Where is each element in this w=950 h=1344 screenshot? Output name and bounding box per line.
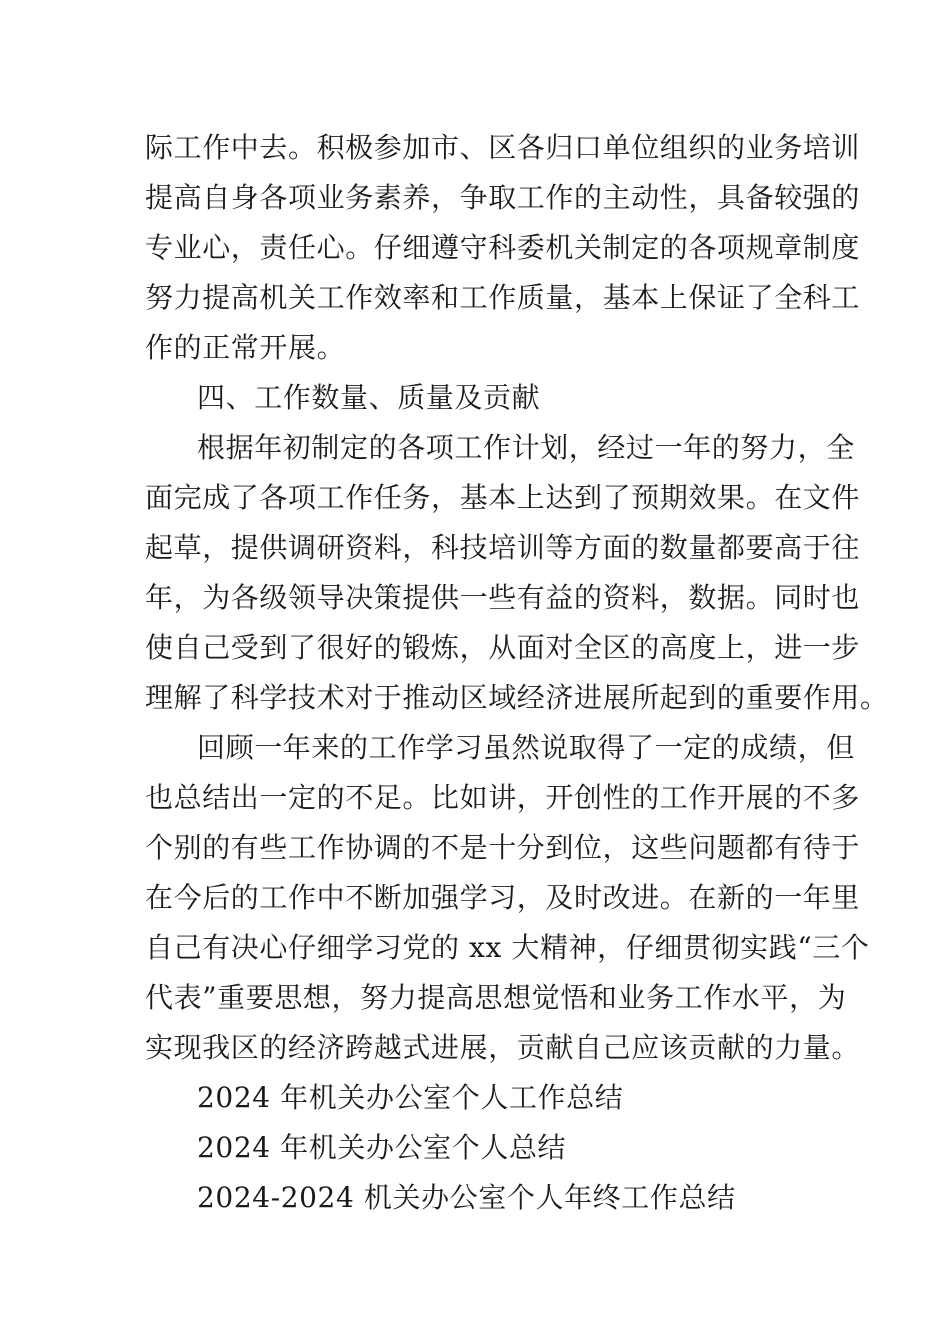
- text-line: 使自己受到了很好的锻炼，从面对全区的高度上，进一步: [145, 631, 861, 664]
- text-line: 自己有决心仔细学习党的 xx 大精神，仔细贯彻实践“三个: [145, 931, 870, 964]
- text-line: 努力提高机关工作效率和工作质量，基本上保证了全科工: [145, 281, 861, 314]
- text-line: 提高自身各项业务素养，争取工作的主动性，具备较强的: [145, 181, 861, 214]
- text-line: 年，为各级领导决策提供一些有益的资料，数据。同时也: [145, 581, 861, 614]
- text-line: 作的正常开展。: [145, 331, 346, 364]
- text-line: 代表”重要思想，努力提高思想觉悟和业务工作水平，为: [145, 981, 847, 1014]
- text-line: 起草，提供调研资料，科技培训等方面的数量都要高于往: [145, 531, 861, 564]
- text-line: 专业心，责任心。仔细遵守科委机关制定的各项规章制度: [145, 231, 861, 264]
- text-line: 面完成了各项工作任务，基本上达到了预期效果。在文件: [145, 481, 861, 514]
- text-line: 理解了科学技术对于推动区域经济进展所起到的重要作用。: [145, 681, 889, 714]
- text-line: 回顾一年来的工作学习虽然说取得了一定的成绩，但: [197, 731, 855, 764]
- text-line: 实现我区的经济跨越式进展，贡献自己应该贡献的力量。: [145, 1031, 861, 1064]
- section-heading: 四、工作数量、质量及贡献: [197, 381, 541, 414]
- text-line: 际工作中去。积极参加市、区各归口单位组织的业务培训: [145, 131, 861, 164]
- text-line: 在今后的工作中不断加强学习，及时改进。在新的一年里: [145, 881, 861, 914]
- related-title: 2024 年机关办公室个人工作总结: [197, 1081, 624, 1114]
- related-title: 2024-2024 机关办公室个人年终工作总结: [197, 1181, 736, 1214]
- text-line: 个别的有些工作协调的不是十分到位，这些问题都有待于: [145, 831, 861, 864]
- text-line: 也总结出一定的不足。比如讲，开创性的工作开展的不多: [145, 781, 861, 814]
- text-line: 根据年初制定的各项工作计划，经过一年的努力，全: [197, 431, 855, 464]
- related-title: 2024 年机关办公室个人总结: [197, 1131, 567, 1164]
